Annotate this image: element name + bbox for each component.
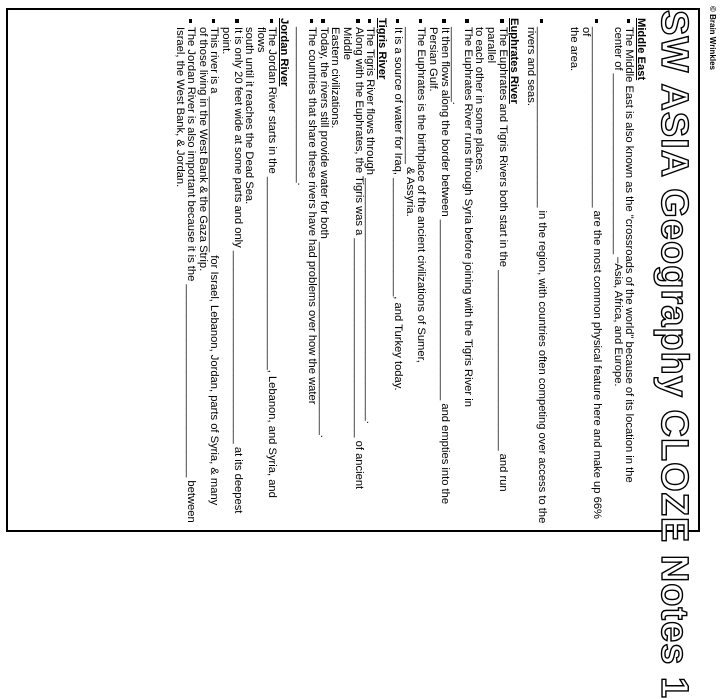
section-heading-euphrates: Euphrates River <box>508 18 521 104</box>
line-text: The Tigris River flows through _______________________________________. <box>364 27 377 424</box>
line-text: Persian Gulf. <box>427 27 440 92</box>
list-item <box>473 18 508 524</box>
line-text: Israel, the West Bank, & Jordan. <box>173 27 186 188</box>
line-text: the area. <box>568 27 581 72</box>
line-text: It then flows along the border between _____________________________ and empties into the <box>438 27 451 505</box>
list-item <box>294 18 317 524</box>
list-item <box>524 18 547 524</box>
line-text: The Euphrates and Tigris Rivers both start in the _____________________________ and run parallel <box>485 27 509 492</box>
page-title: SW ASIA Geography CLOZE Notes 1 <box>653 10 695 699</box>
line-text: ____________. <box>450 27 463 105</box>
euphrates-list <box>392 18 508 524</box>
list-item <box>196 18 219 524</box>
line-text: The Euphrates is the birthplace of the ancient civilizations of Sumer, <box>415 27 428 363</box>
list-item <box>173 18 196 524</box>
line-text: The Middle East is also known as the "crossroads of the world" because of its location in the <box>623 27 636 483</box>
middle-east-list <box>524 18 634 524</box>
line-text: The countries that share these rivers have had problems over how the water <box>306 27 319 405</box>
line-text: _________________________. <box>294 27 307 186</box>
list-item <box>403 18 426 524</box>
line-text: _____________________________ in the region, with countries often competing over access to the <box>536 27 549 524</box>
line-text: Along with the Euphrates, the Tigris was a ________________________________ of ancient Middle <box>340 27 365 490</box>
notes-sheet <box>6 8 700 699</box>
line-text: rivers and seas. <box>524 27 537 106</box>
line-text: of those living in the West Bank & the Gaza Strip. <box>196 27 209 272</box>
line-text: It is a source of water for Iraq, ___________________, and Turkey today. <box>392 27 405 391</box>
line-text: The Euphrates River runs through Syria before joining with the Tigris River in <box>461 27 474 407</box>
list-item <box>567 18 602 524</box>
line-text: Today, the rivers still provide water for both _______________________________. <box>317 27 330 438</box>
line-text: _____________________________ are the most common physical feature here and make up 66% of <box>579 27 604 519</box>
line-text: south until it reaches the Dead Sea. <box>243 27 256 205</box>
list-item <box>427 18 450 524</box>
list-item <box>219 18 242 524</box>
line-text: This river is a _________________________ for Israel, Lebanon, Jordan, parts of Syria, & many <box>208 27 221 506</box>
line-text: center of _____________________________ –Asia, Africa, and Europe. <box>611 27 624 387</box>
list-item <box>329 18 364 524</box>
list-item <box>243 18 278 524</box>
line-text: to each other in some places. <box>473 27 486 174</box>
list-item <box>364 18 376 524</box>
list-item <box>450 18 473 524</box>
jordan-list <box>173 18 277 524</box>
section-heading-tigris: Tigris River <box>375 18 388 80</box>
list-item <box>392 18 404 524</box>
section-heading-jordan: Jordan River <box>277 18 290 87</box>
list-item <box>317 18 329 524</box>
copyright-credit: © Brain Wrinkles <box>708 6 717 70</box>
line-text: Eastern civilizations. <box>329 27 342 129</box>
line-text: The Jordan River is also important because it is the _______________________________ between <box>185 27 198 523</box>
tigris-list <box>294 18 375 524</box>
list-item <box>611 18 634 524</box>
line-text: It is only 20 feet wide at some parts and only _______________________________ at its deepest point. <box>220 27 244 514</box>
notes-content <box>173 18 646 524</box>
line-text: The Jordan River starts in the _______________________________, Lebanon, and Syria, and flows <box>254 27 279 498</box>
section-heading-middle-east: Middle East <box>635 18 647 81</box>
line-text: ______________________ & Assyria. <box>403 27 416 217</box>
